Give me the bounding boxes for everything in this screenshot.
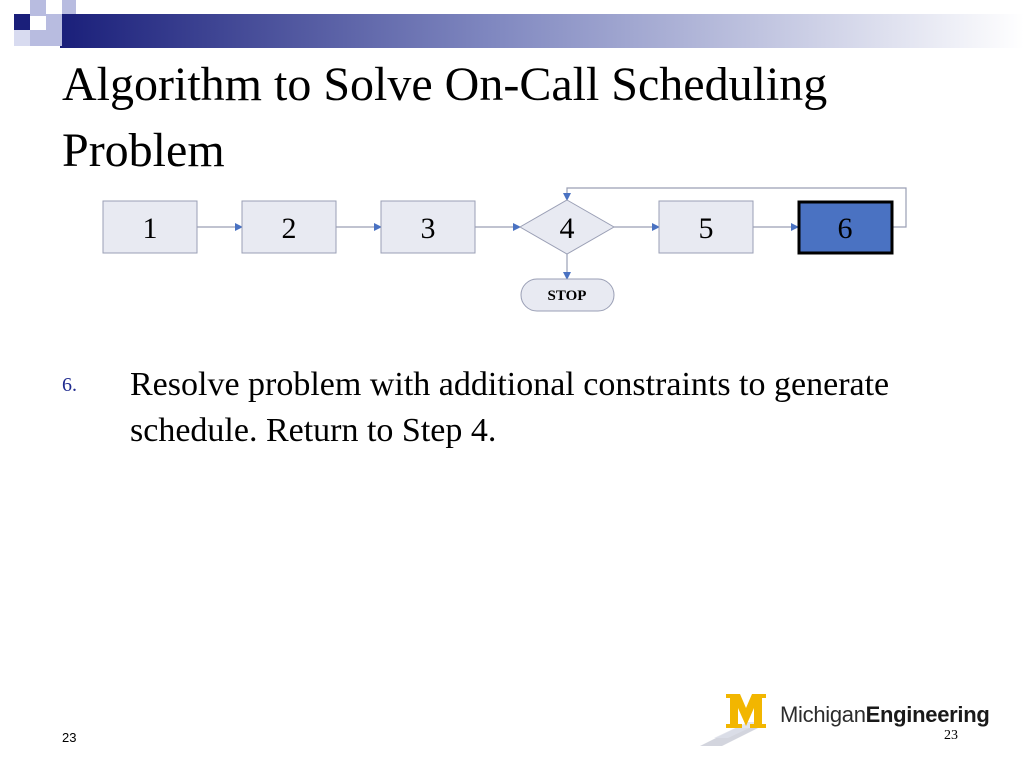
step-6-label: 6 [837, 212, 853, 245]
step-1-label: 1 [142, 212, 158, 245]
block-m-mark-icon [700, 694, 766, 746]
step-5-label: 5 [698, 212, 714, 245]
brand-wordmark [780, 702, 989, 728]
step-4-decision-diamond [520, 200, 614, 254]
step-description: Resolve problem with additional constraints to generate schedule. Return to Step 4. [130, 366, 890, 449]
step-2-label: 2 [281, 212, 297, 245]
step-6-box-highlighted [799, 202, 892, 253]
step-5-box [659, 201, 753, 253]
bullet-number: 6. [62, 374, 77, 396]
step-3-box [381, 201, 475, 253]
stop-terminator [521, 279, 614, 311]
slide-title: Algorithm to Solve On-Call Scheduling Problem [62, 58, 828, 177]
step-4-label: 4 [559, 212, 575, 245]
step-2-box [242, 201, 336, 253]
step-1-box [103, 201, 197, 253]
brand-part-michigan: Michigan [780, 702, 866, 727]
step-3-label: 3 [420, 212, 436, 245]
brand-part-engineering: Engineering [865, 702, 990, 727]
page-number-left: 23 [62, 730, 77, 745]
stop-label: STOP [547, 288, 587, 304]
page-number-right: 23 [944, 728, 958, 743]
algorithm-flowchart [0, 180, 1024, 320]
header-decoration [0, 0, 1024, 60]
